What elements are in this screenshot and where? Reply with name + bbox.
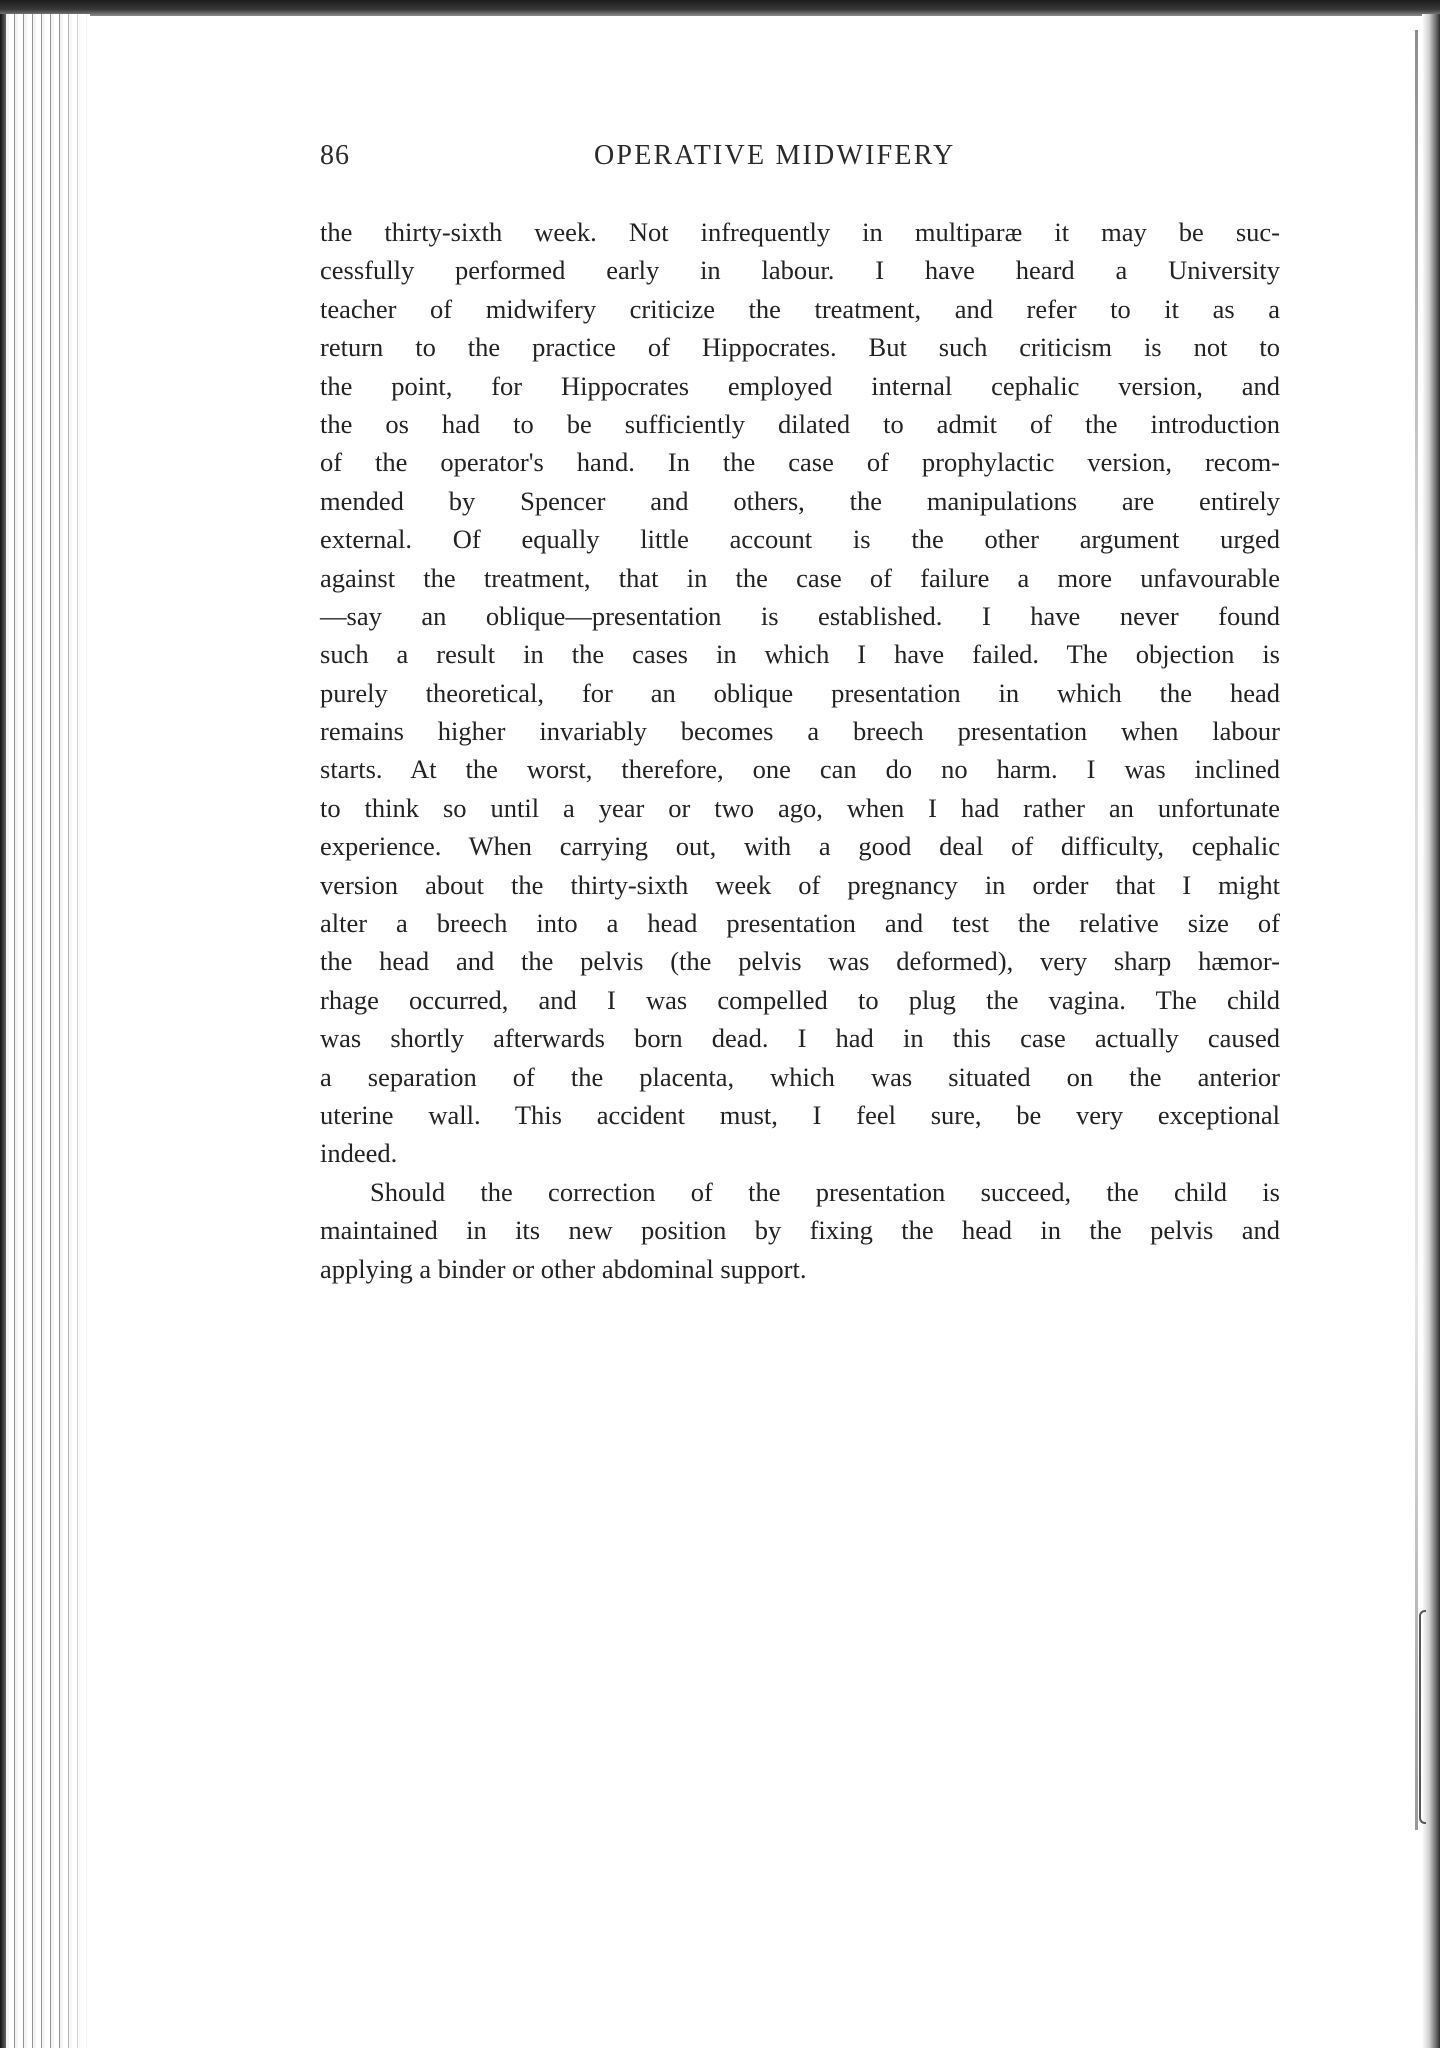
text-line: the thirty-sixth week. Not infrequently in multiparæ it may be suc- [320, 217, 1280, 247]
right-gutter-shadow [1415, 30, 1418, 1830]
text-line: version about the thirty-sixth week of pregnancy in order that I might [320, 869, 1280, 900]
paragraph-1 [320, 213, 1280, 1173]
text-line: teacher of midwifery criticize the treatment, and refer to it as a [320, 293, 1280, 324]
text-line: starts. At the worst, therefore, one can do no harm. I was inclined [320, 754, 1280, 785]
text-line: uterine wall. This accident must, I feel sure, be very exceptional [320, 1099, 1280, 1130]
text-line: to think so until a year or two ago, when I had rather an unfortunate [320, 792, 1280, 823]
text-line: the os had to be sufficiently dilated to admit of the introduction [320, 408, 1280, 439]
text-line: external. Of equally little account is the other argument urged [320, 524, 1280, 555]
text-line: the point, for Hippocrates employed internal cephalic version, and [320, 370, 1280, 401]
text-line: purely theoretical, for an oblique presentation in which the head [320, 677, 1280, 708]
body-text [320, 213, 1280, 1288]
text-line: mended by Spencer and others, the manipulations are entirely [320, 485, 1280, 516]
text-line: indeed. [320, 1138, 398, 1169]
text-line: cessfully performed early in labour. I have heard a University [320, 255, 1280, 286]
scan-top-edge [0, 0, 1440, 16]
text-line: rhage occurred, and I was compelled to plug the vagina. The child [320, 984, 1280, 1015]
running-title: OPERATIVE MIDWIFERY [594, 140, 956, 171]
text-line: Should the correction of the presentation succeed, the child is [370, 1176, 1280, 1207]
text-line: applying a binder or other abdominal support. [320, 1253, 807, 1284]
text-line: against the treatment, that in the case of failure a more unfavourable [320, 562, 1280, 593]
text-line: —say an oblique—presentation is established. I have never found [320, 600, 1280, 631]
text-line: alter a breech into a head presentation and test the relative size of [320, 908, 1280, 939]
text-line: return to the practice of Hippocrates. But such criticism is not to [320, 332, 1280, 363]
text-line: the head and the pelvis (the pelvis was deformed), very sharp hæmor- [320, 946, 1280, 977]
page-number: 86 [320, 140, 350, 171]
text-line: remains higher invariably becomes a breech presentation when labour [320, 716, 1280, 747]
text-line: maintained in its new position by fixing the head in the pelvis and [320, 1215, 1280, 1246]
page-edge-fade [60, 14, 90, 2048]
scan-left-edge [0, 14, 6, 2048]
binding-clip [1419, 1610, 1426, 1824]
text-line: a separation of the placenta, which was situated on the anterior [320, 1061, 1280, 1092]
text-line: of the operator's hand. In the case of prophylactic version, recom- [320, 447, 1280, 478]
paragraph-2 [320, 1173, 1280, 1288]
text-line: experience. When carrying out, with a good deal of difficulty, cephalic [320, 831, 1280, 862]
text-line: such a result in the cases in which I have failed. The objection is [320, 639, 1280, 670]
text-line: was shortly afterwards born dead. I had in this case actually caused [320, 1023, 1280, 1054]
